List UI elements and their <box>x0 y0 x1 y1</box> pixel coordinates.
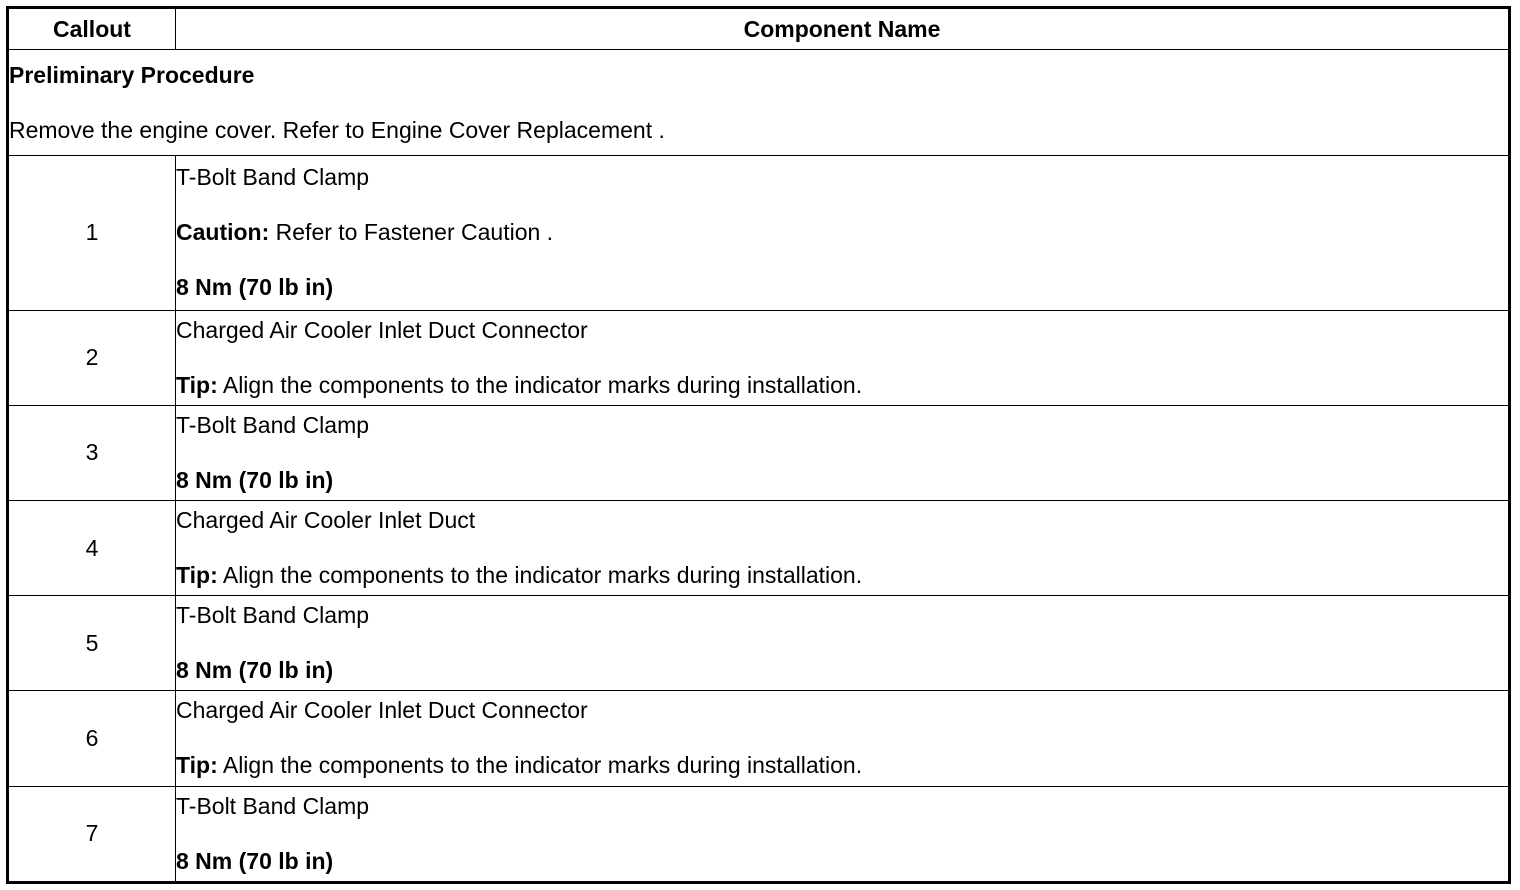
table-row <box>8 156 1510 310</box>
component-name-header: Component Name <box>176 8 1510 50</box>
table-row <box>8 596 1510 691</box>
callout-number: 3 <box>8 405 176 500</box>
tip-note <box>176 372 1508 399</box>
component-name: T-Bolt Band Clamp <box>176 792 370 819</box>
callout-number: 2 <box>8 310 176 405</box>
table-row <box>8 786 1510 882</box>
caution-note <box>176 219 1508 246</box>
tip-note <box>176 752 1508 779</box>
callout-number: 1 <box>8 156 176 310</box>
callout-number: 6 <box>8 691 176 786</box>
torque-spec: 8 Nm (70 lb in) <box>176 847 334 874</box>
component-name: Charged Air Cooler Inlet Duct Connector <box>176 316 588 343</box>
tip-note <box>176 562 1508 589</box>
table-row <box>8 310 1510 405</box>
caution-text: Refer to Fastener Caution . <box>269 219 554 246</box>
tip-text: Align the components to the indicator marks during installation. <box>217 371 863 398</box>
table-row <box>8 405 1510 500</box>
component-name: T-Bolt Band Clamp <box>176 411 370 438</box>
caution-label: Caution: <box>176 219 270 246</box>
callout-number: 7 <box>8 786 176 882</box>
callout-header: Callout <box>8 8 176 50</box>
component-cell <box>176 500 1510 595</box>
torque-spec: 8 Nm (70 lb in) <box>176 466 334 493</box>
table-row <box>8 691 1510 786</box>
tip-label: Tip: <box>176 752 218 779</box>
tip-text: Align the components to the indicator marks during installation. <box>217 562 863 589</box>
component-name: Charged Air Cooler Inlet Duct <box>176 507 476 534</box>
tip-text: Align the components to the indicator marks during installation. <box>217 752 863 779</box>
component-cell <box>176 596 1510 691</box>
table-row <box>8 500 1510 595</box>
tip-label: Tip: <box>176 562 218 589</box>
callout-number: 5 <box>8 596 176 691</box>
header-row <box>8 8 1510 50</box>
torque-spec: 8 Nm (70 lb in) <box>176 657 334 684</box>
component-cell <box>176 786 1510 882</box>
component-name: T-Bolt Band Clamp <box>176 164 370 191</box>
component-cell <box>176 691 1510 786</box>
component-cell <box>176 156 1510 310</box>
preliminary-text: Remove the engine cover. Refer to Engine Cover Replacement . <box>9 116 665 143</box>
component-name: Charged Air Cooler Inlet Duct Connector <box>176 697 588 724</box>
component-table <box>6 6 1511 884</box>
preliminary-row <box>8 50 1510 156</box>
component-cell <box>176 310 1510 405</box>
preliminary-cell <box>8 50 1510 156</box>
torque-spec: 8 Nm (70 lb in) <box>176 274 334 301</box>
preliminary-title: Preliminary Procedure <box>9 61 255 88</box>
component-name: T-Bolt Band Clamp <box>176 602 370 629</box>
tip-label: Tip: <box>176 371 218 398</box>
callout-number: 4 <box>8 500 176 595</box>
component-cell <box>176 405 1510 500</box>
